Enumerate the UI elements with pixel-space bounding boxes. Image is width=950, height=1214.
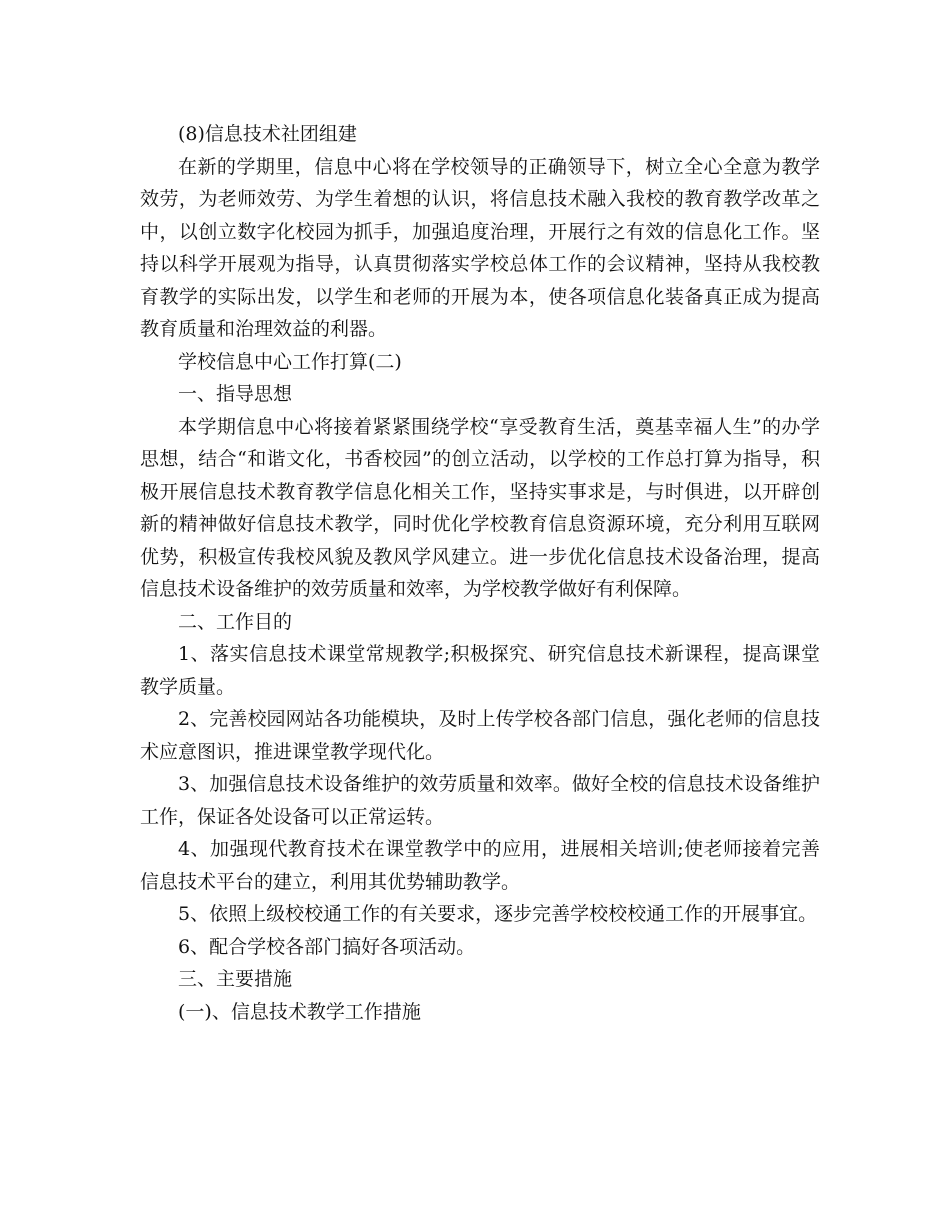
- list-item-goal-3: 3、加强信息技术设备维护的效劳质量和效率。做好全校的信息技术设备维护工作，保证各处设备可以正常运转。: [140, 773, 820, 828]
- list-item-goal-2: 2、完善校园网站各功能模块，及时上传学校各部门信息，强化老师的信息技术应意图识，推进课堂教学现代化。: [140, 708, 820, 763]
- list-item-goal-6: 6、配合学校各部门搞好各项活动。: [178, 935, 476, 958]
- section-heading-work-goals: 二、工作目的: [178, 610, 293, 633]
- section-heading-club: (8)信息技术社团组建: [178, 123, 357, 145]
- list-item-goal-5: 5、依照上级校校通工作的有关要求，逐步完善学校校校通工作的开展事宜。: [178, 903, 818, 925]
- paragraph-guiding-thought: 本学期信息中心将接着紧紧围绕学校“享受教育生活，奠基幸福人生”的办学思想，结合“和谐文化，书香校园”的创立活动，以学校的工作总打算为指导，积极开展信息技术教育教学信息化相关工作，坚持实事求是，与时俱进，以开辟创新的精神做好信息技术教学，同时优化学校教育信息资源环境，充分利用互联网优势，积极宣传我校风貌及教风学风建立。进一步优化信息技术设备治理，提高信息技术设备维护的效劳质量和效率，为学校教学做好有利保障。: [140, 415, 820, 600]
- list-item-goal-4: 4、加强现代教育技术在课堂教学中的应用，进展相关培训;使老师接着完善信息技术平台的建立，利用其优势辅助教学。: [140, 838, 820, 893]
- document-body: [140, 118, 820, 1028]
- subsection-heading-teaching-measures: (一)、信息技术教学工作措施: [178, 1000, 421, 1023]
- list-item-goal-1: 1、落实信息技术课堂常规教学;积极探究、研究信息技术新课程，提高课堂教学质量。: [140, 643, 820, 698]
- document-subtitle: 学校信息中心工作打算(二): [178, 350, 402, 373]
- paragraph-semester-plan: 在新的学期里，信息中心将在学校领导的正确领导下，树立全心全意为教学效劳，为老师效劳、为学生着想的认识，将信息技术融入我校的教育教学改革之中，以创立数字化校园为抓手，加强追度治理，开展行之有效的信息化工作。坚持以科学开展观为指导，认真贯彻落实学校总体工作的会议精神，坚持从我校教育教学的实际出发，以学生和老师的开展为本，使各项信息化装备真正成为提高教育质量和治理效益的利器。: [140, 155, 820, 340]
- section-heading-main-measures: 三、主要措施: [178, 968, 293, 990]
- section-heading-guiding-thought: 一、指导思想: [178, 383, 293, 405]
